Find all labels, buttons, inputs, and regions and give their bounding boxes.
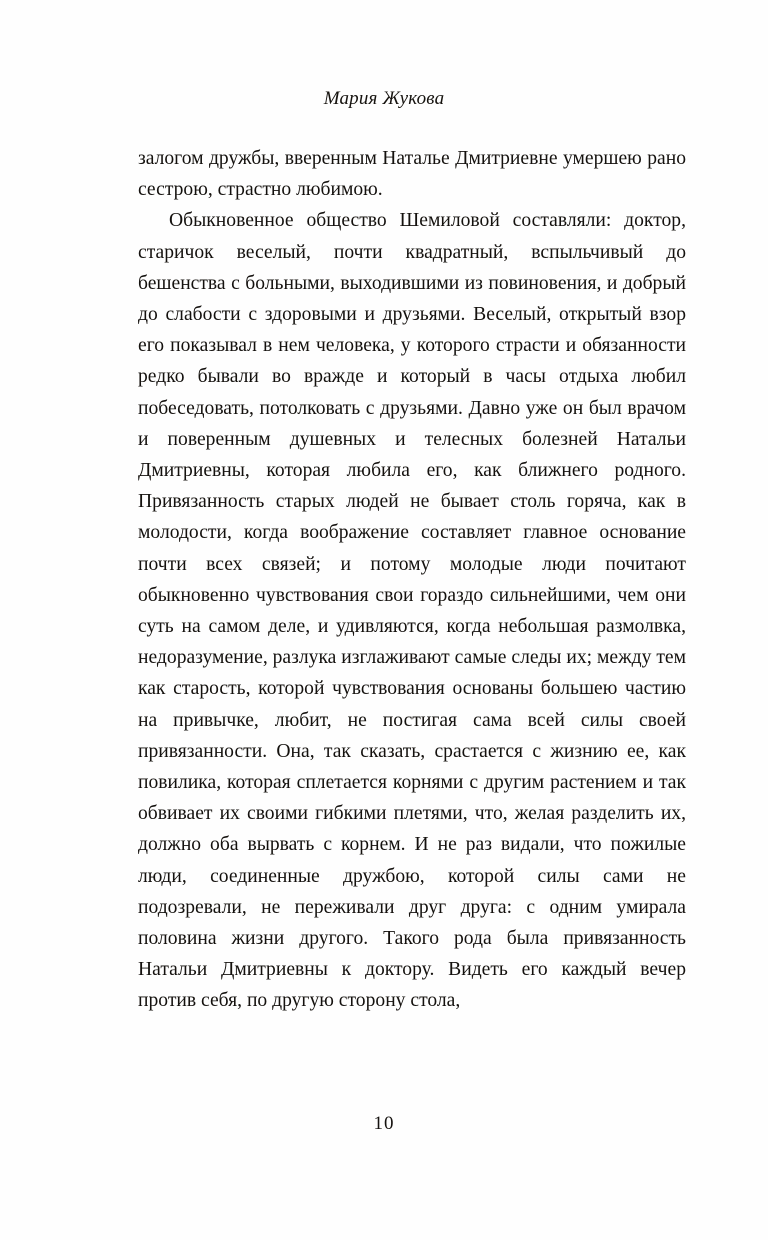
running-head: Мария Жукова [323, 88, 445, 109]
page-number: 10 [373, 1113, 395, 1134]
body-text [138, 143, 686, 1017]
paragraph: Обыкновенное общество Шемиловой составляли: доктор, старичок веселый, почти квадратный, вспыльчивый до бешенства с больными, выходившими из повиновения, и добрый до слабости с здоровыми и друзьями. Веселый, открытый взор его показывал в нем человека, у которого страсти и обязанности редко бывали во вражде и который в часы отдыха любил побеседовать, потолковать с друзьями. Давно уже он был врачом и поверенным душевных и телесных болезней Натальи Дмитриевны, которая любила его, как ближнего родного. Привязанность старых людей не бывает столь горяча, как в молодости, когда воображение составляет главное основание почти всех связей; и потому молодые люди почитают обыкновенно чувствования свои гораздо сильнейшими, чем они суть на самом деле, и удивляются, когда небольшая размолвка, недоразумение, разлука изглаживают самые следы их; между тем как старость, которой чувствования основаны большею частию на привычке, любит, не постигая сама всей силы своей привязанности. Она, так сказать, срастается с жизнию ее, как повилика, которая сплетается корнями с другим растением и так обвивает их своими гибкими плетями, что, желая разделить их, должно оба вырвать с корнем. И не раз видали, что пожилые люди, соединенные дружбою, которой силы сами не подозревали, не переживали друг друга: с одним умирала половина жизни другого. Такого рода была привязанность Натальи Дмитриевны к доктору. Видеть его каждый вечер против себя, по другую сторону стола, [138, 210, 686, 1012]
paragraph: залогом дружбы, вверенным Наталье Дмитриевне умершею рано сестрою, страстно любимою. [138, 148, 686, 201]
